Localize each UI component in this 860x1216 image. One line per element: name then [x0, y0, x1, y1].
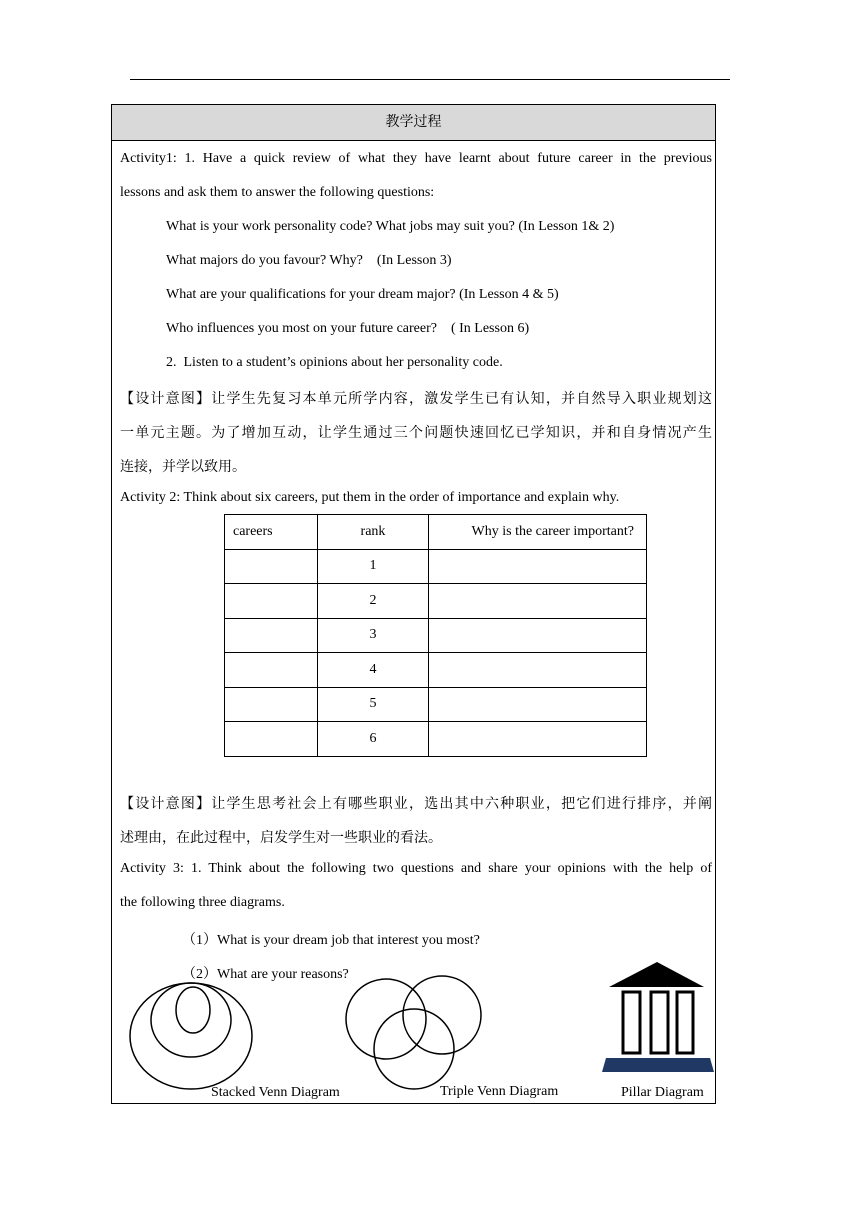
activity1-question-2: What majors do you favour? Why? (In Lesson 3) — [166, 253, 452, 268]
rank-cell: 1 — [318, 549, 429, 584]
stacked-venn-caption: Stacked Venn Diagram — [211, 1085, 340, 1100]
diagram-illustrations — [112, 105, 717, 1105]
activity2-intro: Activity 2: Think about six careers, put them in the order of importance and explain why. — [120, 490, 620, 505]
rank-cell: 2 — [318, 584, 429, 619]
header-why: Why is the career important? — [429, 515, 647, 550]
teaching-process-box — [111, 104, 716, 1104]
activity1-question-3: What are your qualifications for your dream major? (In Lesson 4 & 5) — [166, 287, 559, 302]
rank-cell: 4 — [318, 653, 429, 688]
section-title: 教学过程 — [112, 105, 715, 141]
activity1-intro-line2: lessons and ask them to answer the following questions: — [120, 185, 435, 200]
activity1-intro-line1: Activity1: 1. Have a quick review of what they have learnt about future career in the previous — [120, 151, 712, 166]
rank-cell: 6 — [318, 722, 429, 757]
pillar-diagram — [602, 962, 714, 1072]
activity3-question-1: （1）What is your dream job that interest you most? — [182, 933, 480, 948]
activity3-intro-line1: Activity 3: 1. Think about the following two questions and share your opinions with the help of — [120, 861, 712, 876]
design-intent-1-line1: 【设计意图】让学生先复习本单元所学内容，激发学生已有认知，并自然导入职业规划这 — [120, 392, 712, 407]
design-intent-1-line3: 连接，并学以致用。 — [120, 460, 246, 475]
pillar-caption: Pillar Diagram — [621, 1085, 704, 1100]
header-careers: careers — [225, 515, 318, 550]
design-intent-1-line2: 一单元主题。为了增加互动，让学生通过三个问题快速回忆已学知识，并和自身情况产生 — [120, 426, 712, 441]
design-intent-2-line1: 【设计意图】让学生思考社会上有哪些职业，选出其中六种职业，把它们进行排序，并阐 — [120, 797, 712, 812]
activity1-question-1: What is your work personality code? What jobs may suit you? (In Lesson 1& 2) — [166, 219, 615, 234]
activity1-step2: 2. Listen to a student’s opinions about her personality code. — [166, 355, 503, 370]
activity1-question-4: Who influences you most on your future career? ( In Lesson 6) — [166, 321, 530, 336]
triple-venn-diagram — [346, 976, 481, 1089]
stacked-venn-diagram — [130, 983, 252, 1089]
activity3-question-2: （2）What are your reasons? — [182, 967, 349, 982]
rank-cell: 3 — [318, 618, 429, 653]
triple-venn-caption: Triple Venn Diagram — [440, 1084, 559, 1099]
activity3-intro-line2: the following three diagrams. — [120, 895, 285, 910]
header-rank: rank — [318, 515, 429, 550]
design-intent-2-line2: 述理由，在此过程中，启发学生对一些职业的看法。 — [120, 831, 442, 846]
header-rule — [130, 79, 730, 80]
rank-cell: 5 — [318, 687, 429, 722]
